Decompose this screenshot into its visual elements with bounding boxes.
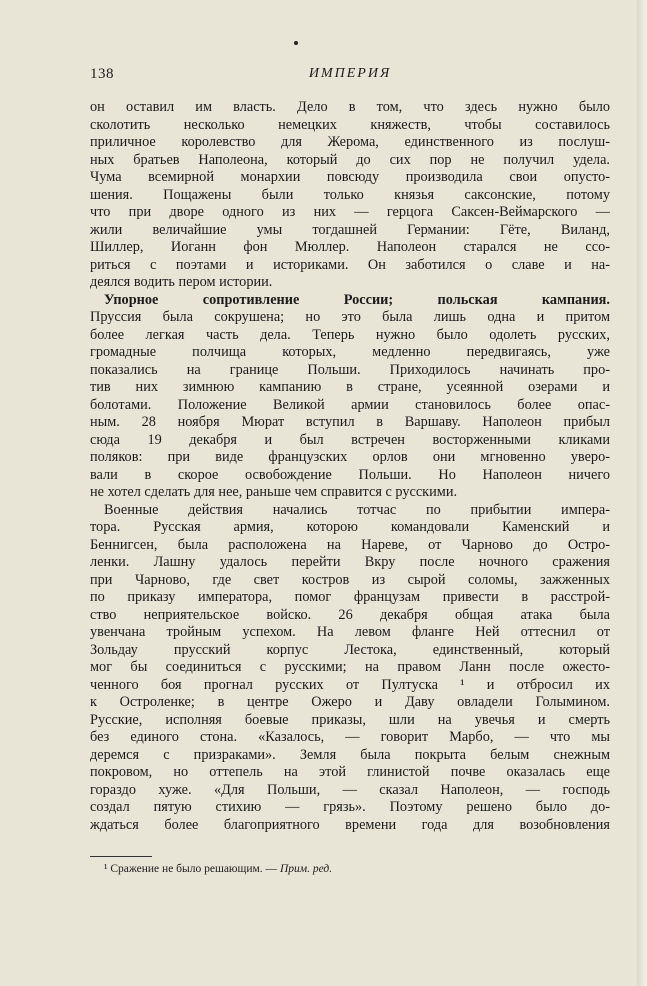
text-line: деремся с призраками». Земля была покрыта белым снежным [90,746,610,763]
running-title: ИМПЕРИЯ [308,66,392,81]
text-line: ство неприятельское войско. 26 декабря общая атака была [90,606,610,623]
section-heading: Упорное сопротивление России; польская кампания. [104,291,610,308]
text-line: не хотел сделать для нее, раньше чем справится с русскими. [90,484,458,500]
text-line: к Остроленке; в центре Ожеро и Даву овладели Голымином. [90,694,610,710]
text-line: риться с поэтами и историками. Он заботился о славе и на- [90,256,610,273]
text-line: более легкая часть дела. Теперь нужно было одолеть русских, [90,326,610,343]
text-line: создал пятую стихию — грязь». Поэтому решено было до- [90,799,610,815]
text-line: Беннигсен, была расположена на Нареве, от Чарново до Остро- [90,536,610,553]
page-edge [637,0,647,986]
footnote [104,862,604,876]
print-speck [294,41,298,45]
text-line: ленки. Лашну удалось перейти Вкру после ночного сражения [90,554,610,570]
body-text [90,99,610,834]
footnote-marker: ¹ [104,863,108,875]
text-line: по приказу императора, помог французам привести в расстрой- [90,589,610,605]
text-line: показались на границе Польши. Приходилось начинать про- [90,361,610,378]
text-line: что при дворе одного из них — герцога Саксен-Веймарского — [90,204,610,220]
footnote-rule [90,856,152,857]
text-line: шения. Пощажены были только князья саксонские, потому [90,186,610,203]
text-line: при Чарново, где свет костров из сырой соломы, зажженных [90,571,610,588]
page-header [90,66,610,88]
text-line: гораздо хуже. «Для Польши, — сказал Наполеон, — господь [90,781,610,798]
text-line: без единого стона. «Казалось, — говорит Марбо, — что мы [90,729,610,745]
text-line: ждаться более благоприятного времени года для возобновления [90,816,610,833]
text-line: вали в скорое освобождение Польши. Но Наполеон ничего [90,466,610,483]
text-line: приличное королевство для Жерома, единственного из послуш- [90,134,610,150]
text-line: болотами. Положение Великой армии становилось более опас- [90,396,610,413]
text-line: увенчана тройным успехом. На левом фланге Ней оттеснил от [90,624,610,640]
text-line: Военные действия начались тотчас по прибытии импера- [104,501,610,518]
text-line: жили величайшие умы тогдашней Германии: Гёте, Виланд, [90,221,610,238]
text-line: он оставил им власть. Дело в том, что здесь нужно было [90,99,610,115]
text-line: тив них зимнюю кампанию в стране, усеянной озерами и [90,379,610,395]
text-line: сюда 19 декабря и был встречен восторженными кликами [90,431,610,448]
text-line: ным. 28 ноября Мюрат вступил в Варшаву. Наполеон прибыл [90,414,610,430]
text-line: Пруссия была сокрушена; но это была лишь одна и притом [90,309,610,325]
text-line: ченного боя прогнал русских от Пултуска ¹ и отбросил их [90,676,610,693]
text-line: деялся водить пером истории. [90,274,273,290]
text-line: громадные полчища которых, медленно передвигаясь, уже [90,344,610,360]
text-line: Чума всемирной монархии повсюду производила свои опусто- [90,169,610,185]
text-line: Шиллер, Иоганн фон Мюллер. Наполеон старался не ссо- [90,239,610,255]
text-line: Зольдау прусский корпус Лестока, единственный, который [90,641,610,658]
text-line: поляков: при виде французских орлов они мгновенно уверо- [90,449,610,465]
footnote-text: Сражение не было решающим. — [110,863,278,875]
page-number: 138 [90,66,114,82]
text-line: сколотить несколько немецких княжеств, чтобы составилось [90,116,610,133]
text-line: мог бы соединиться с русскими; на правом Ланн после ожесто- [90,659,610,675]
text-line: Русские, исполняя боевые приказы, шли на увечья и смерть [90,711,610,728]
text-line: ных братьев Наполеона, который до сих пор не получил удела. [90,151,610,168]
footnote-note: Прим. ред. [279,863,333,875]
text-line: покровом, но оттепель на этой глинистой почве оказалась еще [90,764,610,780]
text-line: тора. Русская армия, которою командовали Каменский и [90,519,610,535]
